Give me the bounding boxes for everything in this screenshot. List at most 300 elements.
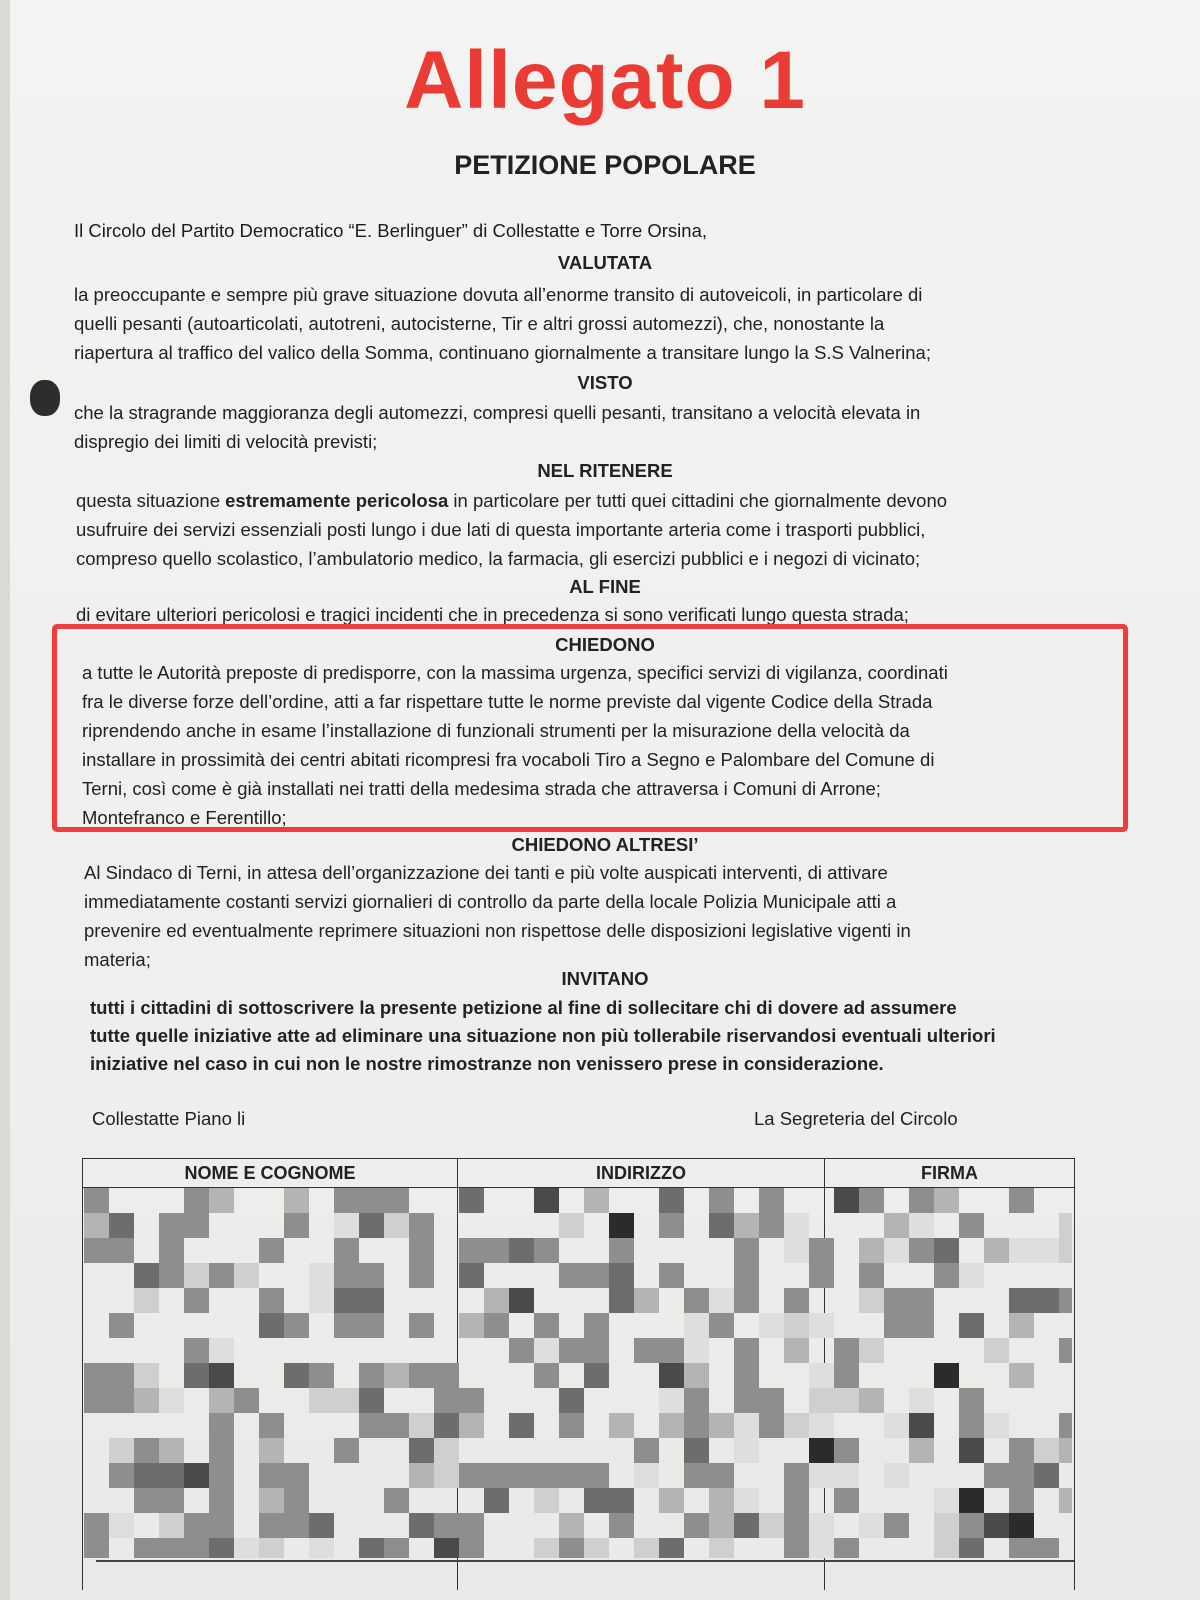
redaction-pixel — [259, 1538, 284, 1558]
redaction-pixel — [259, 1463, 284, 1488]
redaction-pixel — [809, 1263, 834, 1288]
redaction-pixel — [334, 1238, 359, 1263]
redaction-pixel — [784, 1238, 809, 1263]
redaction-pixel — [609, 1263, 634, 1288]
redaction-pixel — [459, 1313, 484, 1338]
redaction-pixel — [334, 1313, 359, 1338]
redaction-pixel — [684, 1463, 709, 1488]
redaction-pixel — [684, 1338, 709, 1363]
redaction-pixel — [934, 1513, 959, 1538]
redaction-pixel — [784, 1488, 809, 1513]
redaction-pixel — [459, 1388, 484, 1413]
redaction-pixel — [284, 1488, 309, 1513]
redaction-pixel — [559, 1213, 584, 1238]
redaction-pixel — [709, 1538, 734, 1558]
text-line: installare in prossimità dei centri abitati ricompresi fra vocaboli Tiro a Segno e Palombare del Comune di — [82, 749, 935, 770]
redaction-pixel — [459, 1413, 484, 1438]
redaction-pixel — [834, 1388, 859, 1413]
redaction-pixel — [484, 1238, 509, 1263]
redaction-pixel — [284, 1313, 309, 1338]
redaction-pixel — [734, 1438, 759, 1463]
redaction-pixel — [1059, 1488, 1072, 1513]
petition-sheet — [10, 0, 1200, 1600]
redaction-pixel — [534, 1488, 559, 1513]
redaction-pixel — [134, 1463, 159, 1488]
redaction-pixel — [859, 1288, 884, 1313]
redaction-pixel — [1059, 1438, 1072, 1463]
redaction-pixel — [409, 1463, 434, 1488]
redaction-pixel — [209, 1413, 234, 1438]
redaction-pixel — [1009, 1463, 1034, 1488]
redaction-pixel — [659, 1338, 684, 1363]
text-line — [76, 486, 947, 515]
redaction-pixel — [159, 1238, 184, 1263]
redaction-pixel — [434, 1463, 459, 1488]
redaction-pixel — [634, 1288, 659, 1313]
redaction-pixel — [184, 1188, 209, 1213]
redaction-pixel — [934, 1188, 959, 1213]
heading-al-fine: AL FINE — [569, 576, 641, 597]
redaction-pixel — [684, 1363, 709, 1388]
redaction-pixel — [459, 1188, 484, 1213]
redaction-pixel — [734, 1238, 759, 1263]
redaction-pixel — [559, 1413, 584, 1438]
paragraph-chiedono-altresi — [84, 858, 911, 974]
paragraph-visto — [74, 398, 920, 456]
signoff-signature: La Segreteria del Circolo — [754, 1108, 958, 1129]
redaction-pixel — [1034, 1238, 1059, 1263]
redaction-pixel — [559, 1338, 584, 1363]
redaction-pixel — [359, 1388, 384, 1413]
text-line: quelli pesanti (autoarticolati, autotreni, autocisterne, Tir e altri grossi automezzi), che, nonostante la — [74, 313, 885, 334]
redaction-pixel — [1009, 1538, 1034, 1558]
redaction-pixel — [1009, 1188, 1034, 1213]
redaction-pixel — [759, 1413, 784, 1438]
redaction-pixel — [159, 1263, 184, 1288]
redaction-pixel — [859, 1238, 884, 1263]
redaction-pixel — [359, 1213, 384, 1238]
redaction-pixel — [509, 1338, 534, 1363]
redaction-pixel — [209, 1463, 234, 1488]
redaction-pixel — [434, 1538, 459, 1558]
redaction-pixel — [784, 1288, 809, 1313]
redaction-pixel — [709, 1413, 734, 1438]
redaction-pixel — [659, 1213, 684, 1238]
redaction-pixel — [84, 1388, 109, 1413]
redaction-pixel — [484, 1463, 509, 1488]
redaction-pixel — [709, 1313, 734, 1338]
redaction-pixel — [809, 1538, 834, 1558]
redaction-pixel — [859, 1513, 884, 1538]
redaction-pixel — [984, 1338, 1009, 1363]
redaction-pixel — [709, 1488, 734, 1513]
redaction-pixel — [709, 1288, 734, 1313]
redaction-pixel — [759, 1388, 784, 1413]
redaction-pixel — [84, 1513, 109, 1538]
redaction-pixel — [409, 1438, 434, 1463]
redaction-pixel — [959, 1413, 984, 1438]
redaction-pixel — [109, 1463, 134, 1488]
redaction-pixel — [934, 1238, 959, 1263]
redaction-pixel — [684, 1388, 709, 1413]
redaction-pixel — [159, 1213, 184, 1238]
redaction-pixel — [109, 1238, 134, 1263]
redaction-pixel — [284, 1188, 309, 1213]
heading-nel-ritenere: NEL RITENERE — [537, 460, 673, 481]
redaction-pixel — [1009, 1513, 1034, 1538]
text-line: materia; — [84, 949, 151, 970]
redaction-pixel — [434, 1363, 459, 1388]
redaction-pixel — [184, 1363, 209, 1388]
redaction-pixel — [934, 1363, 959, 1388]
text-line: Terni, così come è già installati nei tratti della medesima strada che attraversa i Comuni di Arrone; — [82, 778, 881, 799]
redaction-pixel — [1009, 1488, 1034, 1513]
redaction-pixel — [459, 1263, 484, 1288]
redaction-pixel — [409, 1238, 434, 1263]
redaction-pixel — [759, 1188, 784, 1213]
redaction-pixel — [259, 1238, 284, 1263]
redaction-pixel — [334, 1263, 359, 1288]
redaction-pixel — [734, 1388, 759, 1413]
redaction-pixel — [959, 1313, 984, 1338]
redaction-pixel — [834, 1538, 859, 1558]
text-line: tutte quelle iniziative atte ad eliminare una situazione non più tollerabile riservandosi eventuali ulteriori — [90, 1025, 996, 1046]
redaction-pixel — [1059, 1213, 1072, 1238]
redaction-pixel — [384, 1413, 409, 1438]
redaction-pixel — [159, 1438, 184, 1463]
redaction-pixel — [134, 1438, 159, 1463]
redaction-pixel — [159, 1538, 184, 1558]
redaction-pixel — [84, 1363, 109, 1388]
redaction-pixel — [659, 1363, 684, 1388]
text-line: a tutte le Autorità preposte di predisporre, con la massima urgenza, specifici servizi di vigilanza, coordinati — [82, 662, 948, 683]
redaction-pixel — [709, 1463, 734, 1488]
redaction-pixel — [959, 1263, 984, 1288]
redaction-pixel — [384, 1213, 409, 1238]
text-line: prevenire ed eventualmente reprimere situazioni non rispettose delle disposizioni legislative vigenti in — [84, 920, 911, 941]
redaction-pixel — [259, 1413, 284, 1438]
redaction-pixel — [459, 1513, 484, 1538]
paragraph-valutata — [74, 280, 931, 367]
paragraph-nel-ritenere — [76, 486, 947, 573]
column-header-address: INDIRIZZO — [458, 1159, 825, 1188]
redaction-pixel — [534, 1313, 559, 1338]
text-line: Al Sindaco di Terni, in attesa dell’organizzazione dei tanti e più volte auspicati interventi, di attivare — [84, 862, 888, 883]
heading-invitano: INVITANO — [561, 968, 649, 989]
emphasis-text: estremamente pericolosa — [225, 490, 449, 511]
redaction-pixel — [84, 1538, 109, 1558]
redaction-pixel — [834, 1363, 859, 1388]
text-line: di evitare ulteriori pericolosi e tragici incidenti che in precedenza si sono verificati lungo questa strada; — [76, 604, 909, 625]
redaction-pixel — [959, 1538, 984, 1558]
redaction-pixel — [184, 1213, 209, 1238]
redaction-pixel — [534, 1338, 559, 1363]
redaction-pixel — [309, 1263, 334, 1288]
redaction-pixel — [259, 1488, 284, 1513]
redaction-pixel — [584, 1338, 609, 1363]
redaction-pixel — [109, 1513, 134, 1538]
redaction-pixel — [409, 1513, 434, 1538]
redaction-pixel — [209, 1538, 234, 1558]
redaction-pixel — [584, 1313, 609, 1338]
redaction-pixel — [1034, 1438, 1059, 1463]
redaction-pixel — [84, 1238, 109, 1263]
redaction-pixel — [534, 1238, 559, 1263]
table-header-row — [83, 1159, 1075, 1188]
redaction-pixel — [434, 1438, 459, 1463]
redaction-pixel — [709, 1513, 734, 1538]
redaction-pixel — [609, 1488, 634, 1513]
heading-chiedono-altresi: CHIEDONO ALTRESI’ — [511, 834, 699, 855]
redaction-pixel — [1009, 1363, 1034, 1388]
redaction-pixel — [284, 1213, 309, 1238]
text-line: iniziative nel caso in cui non le nostre rimostranze non venissero prese in considerazione. — [90, 1053, 884, 1074]
redaction-pixel — [159, 1388, 184, 1413]
redaction-pixel — [1034, 1463, 1059, 1488]
redaction-pixel — [734, 1413, 759, 1438]
attachment-stamp: Allegato 1 — [404, 35, 806, 126]
redaction-pixel — [684, 1438, 709, 1463]
redaction-pixel — [984, 1513, 1009, 1538]
redaction-pixel — [784, 1463, 809, 1488]
redaction-pixel — [584, 1463, 609, 1488]
redaction-pixel — [534, 1463, 559, 1488]
text-line: riprendendo anche in esame l’installazione di funzionali strumenti per la misurazione della velocità da — [82, 720, 910, 741]
redaction-pixel — [809, 1438, 834, 1463]
text-line: riapertura al traffico del valico della Somma, continuano giornalmente a transitare lungo la S.S Valnerina; — [74, 342, 931, 363]
redaction-pixel — [159, 1463, 184, 1488]
redaction-pixel — [434, 1388, 459, 1413]
redaction-pixel — [1009, 1438, 1034, 1463]
redaction-pixel — [209, 1188, 234, 1213]
redaction-pixel — [584, 1363, 609, 1388]
redaction-pixel — [134, 1488, 159, 1513]
redaction-pixel — [859, 1338, 884, 1363]
redaction-pixel — [284, 1463, 309, 1488]
redaction-pixel — [459, 1463, 484, 1488]
redaction-pixel — [534, 1188, 559, 1213]
redaction-pixel — [359, 1288, 384, 1313]
redaction-pixel — [609, 1238, 634, 1263]
redaction-pixel — [159, 1513, 184, 1538]
redaction-pixel — [634, 1463, 659, 1488]
redaction-pixel — [334, 1213, 359, 1238]
redaction-pixel — [359, 1188, 384, 1213]
redaction-pixel — [684, 1413, 709, 1438]
redaction-pixel — [409, 1213, 434, 1238]
redaction-pixel — [959, 1388, 984, 1413]
redaction-pixel — [734, 1288, 759, 1313]
redaction-pixel — [634, 1438, 659, 1463]
redaction-pixel — [209, 1488, 234, 1513]
redaction-pixel — [784, 1338, 809, 1363]
redaction-pixel — [709, 1213, 734, 1238]
redaction-pixel — [909, 1313, 934, 1338]
redaction-pixel — [434, 1513, 459, 1538]
redaction-pixel — [209, 1513, 234, 1538]
redaction-pixel — [959, 1488, 984, 1513]
redaction-pixel — [984, 1463, 1009, 1488]
redaction-pixel — [909, 1438, 934, 1463]
redaction-pixel — [959, 1213, 984, 1238]
redaction-pixel — [534, 1538, 559, 1558]
redaction-pixel — [259, 1288, 284, 1313]
redaction-pixel — [284, 1363, 309, 1388]
redaction-pixel — [284, 1513, 309, 1538]
redaction-pixel — [334, 1438, 359, 1463]
paragraph-invitano — [90, 994, 996, 1078]
redaction-pixel — [234, 1388, 259, 1413]
column-header-signature: FIRMA — [825, 1159, 1075, 1188]
redaction-pixel — [109, 1363, 134, 1388]
redaction-pixel — [1059, 1288, 1072, 1313]
redaction-pixel — [809, 1363, 834, 1388]
paragraph-chiedono — [82, 658, 948, 832]
redaction-pixel — [359, 1538, 384, 1558]
text-line: fra le diverse forze dell’ordine, atti a far rispettare tutte le norme previste dal vigente Codice della Strada — [82, 691, 933, 712]
redaction-pixel — [909, 1413, 934, 1438]
redaction-pixel — [884, 1313, 909, 1338]
redaction-pixel — [609, 1288, 634, 1313]
redaction-pixel — [584, 1188, 609, 1213]
text-line: dispregio dei limiti di velocità previsti; — [74, 431, 378, 452]
redaction-pixel — [334, 1188, 359, 1213]
redaction-pixel — [784, 1213, 809, 1238]
redaction-pixel — [184, 1538, 209, 1558]
redaction-pixel — [959, 1438, 984, 1463]
redaction-pixel — [409, 1313, 434, 1338]
redaction-pixel — [384, 1538, 409, 1558]
document-title: PETIZIONE POPOLARE — [454, 150, 756, 180]
redaction-pixel — [809, 1313, 834, 1338]
redaction-pixel — [84, 1188, 109, 1213]
redaction-pixel — [1009, 1313, 1034, 1338]
redaction-pixel — [809, 1463, 834, 1488]
redaction-pixel — [634, 1338, 659, 1363]
redaction-pixel — [209, 1363, 234, 1388]
redaction-pixel — [359, 1313, 384, 1338]
redaction-pixel — [784, 1413, 809, 1438]
redaction-pixel — [909, 1288, 934, 1313]
redaction-pixel — [934, 1263, 959, 1288]
text-line: compreso quello scolastico, l’ambulatorio medico, la farmacia, gli esercizi pubblici e i negozi di vicinato; — [76, 548, 921, 569]
text-line: Montefranco e Ferentillo; — [82, 807, 287, 828]
heading-chiedono: CHIEDONO — [555, 634, 655, 655]
text-line: tutti i cittadini di sottoscrivere la presente petizione al fine di sollecitare chi di dovere ad assumere — [90, 997, 957, 1018]
redaction-pixel — [659, 1488, 684, 1513]
redaction-pixel — [559, 1263, 584, 1288]
redaction-pixel — [484, 1488, 509, 1513]
redaction-pixel — [459, 1238, 484, 1263]
redaction-pixel — [734, 1363, 759, 1388]
redaction-pixel — [309, 1538, 334, 1558]
text-run: in particolare per tutti quei cittadini che giornalmente devono — [448, 490, 948, 511]
text-run: questa situazione — [76, 490, 226, 511]
redaction-pixel — [934, 1538, 959, 1558]
redaction-pixel — [409, 1263, 434, 1288]
redaction-pixel — [1059, 1338, 1072, 1363]
redaction-pixel — [384, 1488, 409, 1513]
redaction-pixel — [84, 1213, 109, 1238]
heading-valutata: VALUTATA — [557, 252, 653, 273]
redaction-pixel — [434, 1413, 459, 1438]
redaction-pixel — [209, 1263, 234, 1288]
redaction-pixel — [584, 1538, 609, 1558]
redaction-pixel — [959, 1513, 984, 1538]
redaction-pixel — [734, 1213, 759, 1238]
redaction-pixel — [184, 1513, 209, 1538]
redaction-pixel — [834, 1463, 859, 1488]
redaction-pixel — [1009, 1288, 1034, 1313]
redaction-pixel — [759, 1513, 784, 1538]
redaction-pixel — [734, 1488, 759, 1513]
redaction-pixel — [209, 1388, 234, 1413]
redaction-pixel — [909, 1213, 934, 1238]
redaction-pixel — [809, 1413, 834, 1438]
redaction-pixel — [834, 1438, 859, 1463]
redaction-pixel — [684, 1513, 709, 1538]
redaction-pixel — [134, 1263, 159, 1288]
redaction-pixel — [834, 1488, 859, 1513]
redaction-pixel — [809, 1388, 834, 1413]
intro-text: Il Circolo del Partito Democratico “E. Berlinguer” di Collestatte e Torre Orsina, — [74, 220, 708, 241]
redaction-pixel — [1034, 1538, 1059, 1558]
redaction-pixel — [259, 1513, 284, 1538]
text-line: la preoccupante e sempre più grave situazione dovuta all’enorme transito di autoveicoli, in particolare di — [74, 284, 923, 305]
redaction-pixel — [809, 1238, 834, 1263]
redaction-pixel — [159, 1488, 184, 1513]
redaction-pixel — [884, 1463, 909, 1488]
redaction-pixel — [334, 1288, 359, 1313]
redaction-pixel — [484, 1313, 509, 1338]
redaction-pixel — [359, 1263, 384, 1288]
redaction-pixel — [784, 1513, 809, 1538]
redaction-pixel — [534, 1363, 559, 1388]
redaction-pixel — [234, 1538, 259, 1558]
redaction-pixel — [109, 1438, 134, 1463]
redaction-pixel — [509, 1413, 534, 1438]
text-line: immediatamente costanti servizi giornalieri di controllo da parte della locale Polizia Municipale atti a — [84, 891, 897, 912]
redaction-pixel — [1009, 1238, 1034, 1263]
redaction-pixel — [859, 1188, 884, 1213]
redaction-pixel — [784, 1313, 809, 1338]
redaction-pixel — [259, 1438, 284, 1463]
redaction-pixel — [359, 1363, 384, 1388]
redaction-pixel — [859, 1388, 884, 1413]
redaction-pixel — [309, 1363, 334, 1388]
redaction-pixel — [409, 1363, 434, 1388]
redaction-pixel — [484, 1288, 509, 1313]
redaction-pixel — [134, 1388, 159, 1413]
redaction-pixel — [209, 1438, 234, 1463]
redaction-pixel — [659, 1388, 684, 1413]
redaction-pixel — [384, 1363, 409, 1388]
heading-visto: VISTO — [577, 372, 633, 393]
redaction-pixel — [884, 1288, 909, 1313]
redaction-pixel — [409, 1413, 434, 1438]
redaction-pixel — [1059, 1413, 1072, 1438]
redaction-pixel — [309, 1513, 334, 1538]
redaction-pixel — [984, 1413, 1009, 1438]
redaction-pixel — [834, 1338, 859, 1363]
redaction-pixel — [134, 1538, 159, 1558]
redaction-pixel — [759, 1313, 784, 1338]
redaction-pixel — [459, 1538, 484, 1558]
redaction-pixel — [584, 1263, 609, 1288]
redaction-pixel — [659, 1188, 684, 1213]
redaction-pixel — [184, 1263, 209, 1288]
redaction-pixel — [734, 1263, 759, 1288]
